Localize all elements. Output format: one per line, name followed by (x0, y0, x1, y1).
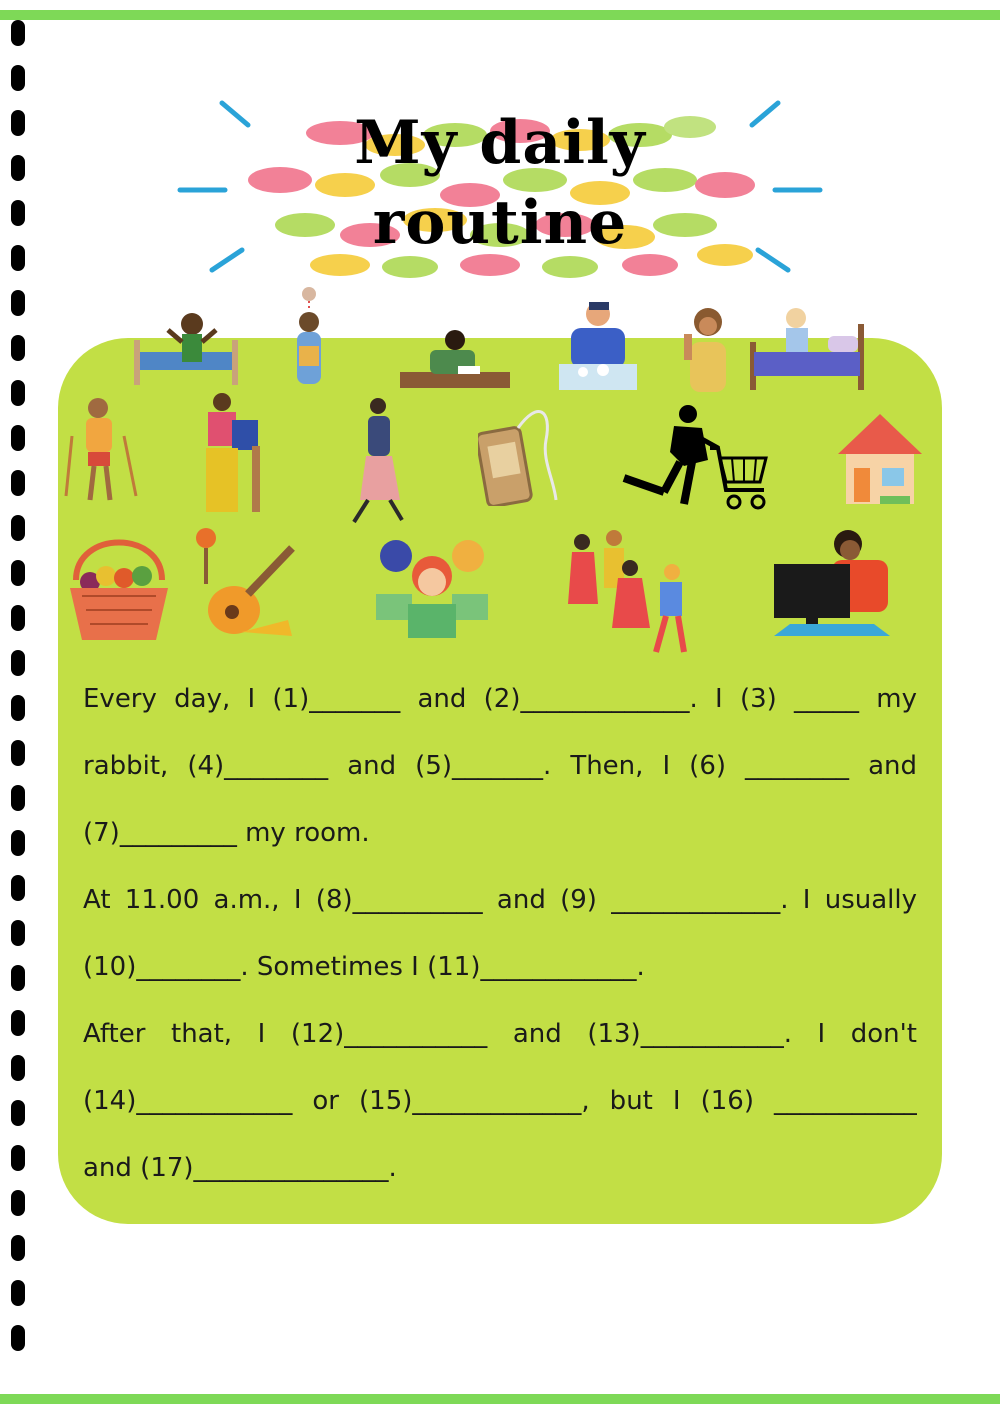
dancing-icon (566, 528, 696, 656)
spiral-dash (11, 155, 25, 181)
spiral-dash (11, 1325, 25, 1351)
spiral-dash (11, 245, 25, 271)
spiral-dash (11, 380, 25, 406)
spiral-dash (11, 965, 25, 991)
bottom-green-bar (0, 1394, 1000, 1404)
spiral-dash (11, 695, 25, 721)
brushing-hair-icon (680, 304, 736, 394)
spiral-dash (11, 1010, 25, 1036)
paragraph-line: and (17)_______________. (83, 1153, 397, 1183)
shopping-cart-icon (614, 404, 772, 514)
title-line-1: My daily (354, 108, 646, 178)
spiral-dash (11, 830, 25, 856)
spiral-dash (11, 920, 25, 946)
spiral-dash (11, 515, 25, 541)
spiral-dash (11, 605, 25, 631)
spiral-dash (11, 875, 25, 901)
spiral-dash (11, 1190, 25, 1216)
paragraph-line: rabbit, (4)________ and (5)_______. Then, I (6) ________ and (83, 751, 917, 781)
title-line-2: routine (372, 188, 628, 258)
spiral-dash (11, 335, 25, 361)
walking-icon (344, 396, 410, 526)
shower-icon (285, 286, 333, 394)
spiral-dash (11, 1280, 25, 1306)
spiral-dash (11, 110, 25, 136)
spiral-dash (11, 1145, 25, 1171)
spiral-dash (11, 65, 25, 91)
music-player-icon (478, 400, 560, 506)
spiral-dash (11, 200, 25, 226)
title-banner (170, 85, 830, 285)
instruments-icon (192, 524, 300, 644)
paragraph-line: Every day, I (1)_______ and (2)_____________. I (3) _____ my (83, 684, 917, 714)
bed-icon (748, 302, 866, 392)
spiral-dash (11, 470, 25, 496)
fruit-basket-icon (62, 536, 176, 644)
fill-in-paragraph (83, 668, 917, 1204)
ironing-icon (198, 392, 270, 520)
waking-up-icon (132, 312, 240, 392)
spiral-dash (11, 740, 25, 766)
spiral-dash (11, 785, 25, 811)
house-icon (834, 410, 926, 506)
spiral-dash (11, 1235, 25, 1261)
top-green-bar (0, 10, 1000, 20)
spiral-dash (11, 1055, 25, 1081)
washing-dishes-icon (553, 300, 643, 392)
computer-icon (770, 528, 900, 640)
paragraph-line: (10)________. Sometimes I (11)____________. (83, 952, 645, 982)
spiral-dash (11, 290, 25, 316)
spiral-dash (11, 650, 25, 676)
paragraph-line: After that, I (12)___________ and (13)___________. I don't (83, 1019, 917, 1049)
spiral-dash (11, 1100, 25, 1126)
paragraph-line: At 11.00 a.m., I (8)__________ and (9) _____________. I usually (83, 885, 917, 915)
page-title (170, 103, 830, 263)
spiral-dash (11, 20, 25, 46)
paragraph-line: (14)____________ or (15)_____________, but I (16) ___________ (83, 1086, 917, 1116)
singing-choir-icon (372, 532, 492, 642)
writing-icon (400, 328, 510, 390)
spiral-dash (11, 425, 25, 451)
sweeping-icon (62, 396, 142, 510)
paragraph-line: (7)_________ my room. (83, 818, 370, 848)
spiral-dash (11, 560, 25, 586)
spiral-binding (11, 20, 25, 1400)
